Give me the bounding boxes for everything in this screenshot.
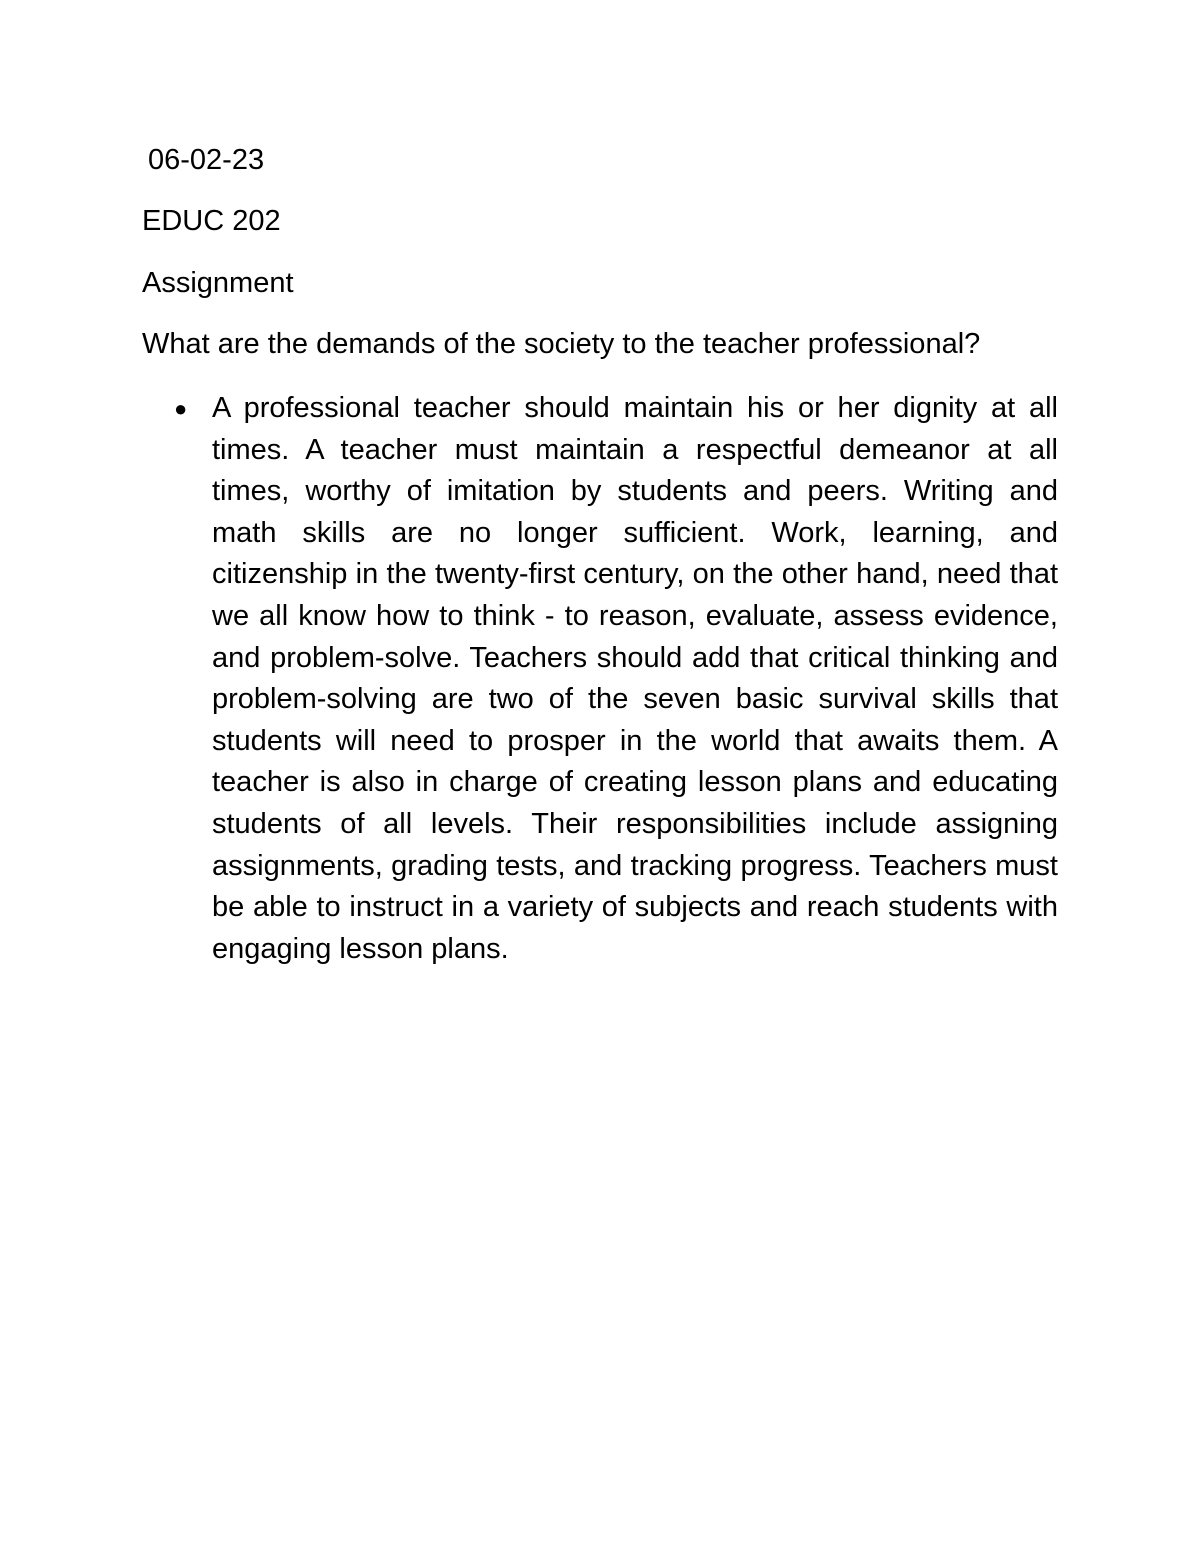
assignment-heading: Assignment [142,267,294,299]
document-date: 06-02-23 [148,144,265,176]
answer-bullet-list [142,388,1058,970]
answer-bullet-item [142,388,1058,970]
answer-paragraph: A professional teacher should maintain his or her dignity at all times. A teacher must maintain a respectful demeanor at all times, worthy of imitation by students and peers. Writing and math skills are no longer sufficient. Work, learning, and citizenship in the twenty-first century, on the other hand, need that we all know how to think - to reason, evaluate, assess evidence, and problem-solve. Teachers should add that critical thinking and problem-solving are two of the seven basic survival skills that students will need to prosper in the world that awaits them. A teacher is also in charge of creating lesson plans and educating students of all levels. Their responsibilities include assigning assignments, grading tests, and tracking progress. Teachers must be able to instruct in a variety of subjects and reach students with engaging lesson plans. [212,392,1058,965]
assignment-question: What are the demands of the society to the teacher professional? [142,328,981,360]
course-code: EDUC 202 [142,205,281,237]
bullet-dot-icon: ● [174,396,188,421]
